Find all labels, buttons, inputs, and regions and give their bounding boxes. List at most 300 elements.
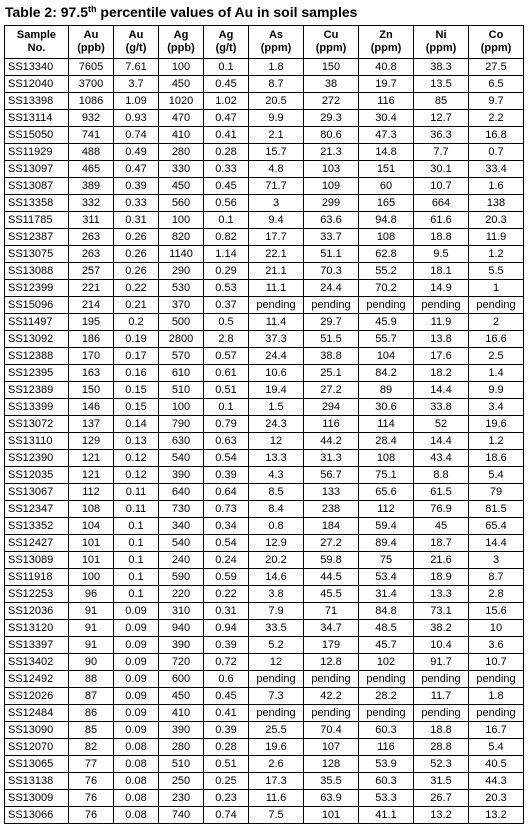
sample-id-cell: SS13087: [5, 178, 69, 195]
table-cell: 640: [159, 484, 204, 501]
table-cell: 11.1: [249, 280, 304, 297]
table-row: [5, 331, 524, 348]
table-cell: 7.3: [249, 688, 304, 705]
column-header-unit: (ppm): [260, 42, 292, 54]
table-row: [5, 76, 524, 93]
column-header-name: Au: [128, 29, 144, 41]
table-cell: pending: [469, 297, 524, 314]
table-cell: 22.1: [249, 246, 304, 263]
table-cell: 28.2: [359, 688, 414, 705]
sample-id-cell: SS13009: [5, 790, 69, 807]
table-cell: 9.5: [414, 246, 469, 263]
table-cell: 85: [414, 93, 469, 110]
table-cell: 290: [159, 263, 204, 280]
table-cell: 7.5: [249, 807, 304, 824]
column-header-name: Co: [488, 29, 504, 41]
table-row: [5, 620, 524, 637]
table-cell: 272: [304, 93, 359, 110]
table-cell: 0.22: [204, 586, 249, 603]
table-cell: 71.7: [249, 178, 304, 195]
table-cell: 0.09: [114, 620, 159, 637]
table-row: [5, 552, 524, 569]
table-cell: 630: [159, 433, 204, 450]
table-cell: 332: [69, 195, 114, 212]
table-cell: 0.26: [114, 229, 159, 246]
column-header-unit: (g/t): [125, 42, 147, 54]
column-header: [5, 26, 69, 59]
table-cell: 31.3: [304, 450, 359, 467]
column-header: [114, 26, 159, 59]
table-cell: 390: [159, 637, 204, 654]
table-cell: 107: [304, 739, 359, 756]
table-cell: 108: [359, 229, 414, 246]
table-cell: 179: [304, 637, 359, 654]
table-cell: 390: [159, 467, 204, 484]
sample-id-cell: SS13089: [5, 552, 69, 569]
table-row: [5, 144, 524, 161]
table-cell: 17.3: [249, 773, 304, 790]
table-cell: 65.6: [359, 484, 414, 501]
table-cell: 1140: [159, 246, 204, 263]
table-cell: 24.4: [249, 348, 304, 365]
table-cell: 89.4: [359, 535, 414, 552]
sample-id-cell: SS13397: [5, 637, 69, 654]
table-cell: 0.13: [114, 433, 159, 450]
table-cell: 45.7: [359, 637, 414, 654]
table-cell: 91.7: [414, 654, 469, 671]
table-cell: 116: [359, 93, 414, 110]
table-cell: 14.6: [249, 569, 304, 586]
table-cell: 10.6: [249, 365, 304, 382]
table-row: [5, 705, 524, 722]
table-cell: 3: [249, 195, 304, 212]
table-cell: 24.4: [304, 280, 359, 297]
sample-id-cell: SS12395: [5, 365, 69, 382]
table-cell: 0.22: [114, 280, 159, 297]
table-row: [5, 569, 524, 586]
table-cell: 0.6: [204, 671, 249, 688]
table-cell: 170: [69, 348, 114, 365]
table-cell: 0.45: [204, 76, 249, 93]
table-cell: 0.11: [114, 501, 159, 518]
table-cell: 0.25: [204, 773, 249, 790]
table-cell: 36.3: [414, 127, 469, 144]
table-cell: 13.8: [414, 331, 469, 348]
table-row: [5, 518, 524, 535]
table-cell: 79: [469, 484, 524, 501]
table-cell: 10.7: [414, 178, 469, 195]
table-cell: 3700: [69, 76, 114, 93]
table-cell: 1.2: [469, 433, 524, 450]
table-cell: 18.8: [414, 722, 469, 739]
table-cell: 5.2: [249, 637, 304, 654]
table-cell: 85: [69, 722, 114, 739]
table-row: [5, 59, 524, 76]
table-cell: 44.5: [304, 569, 359, 586]
table-cell: 410: [159, 127, 204, 144]
column-header-name: Cu: [323, 29, 339, 41]
table-cell: 0.1: [204, 399, 249, 416]
table-cell: 56.7: [304, 467, 359, 484]
table-row: [5, 739, 524, 756]
table-cell: 112: [359, 501, 414, 518]
table-cell: 2.2: [469, 110, 524, 127]
table-cell: 121: [69, 467, 114, 484]
sample-id-cell: SS12253: [5, 586, 69, 603]
table-cell: 8.4: [249, 501, 304, 518]
header-row: [5, 26, 524, 59]
sample-id-cell: SS15050: [5, 127, 69, 144]
table-cell: 90: [69, 654, 114, 671]
column-header-name: Ag: [173, 29, 189, 41]
table-title: [5, 3, 357, 21]
table-cell: 14.8: [359, 144, 414, 161]
table-cell: 13.5: [414, 76, 469, 93]
table-cell: 0.37: [204, 297, 249, 314]
table-cell: 25.1: [304, 365, 359, 382]
sample-id-cell: SS12390: [5, 450, 69, 467]
table-cell: 12: [249, 654, 304, 671]
column-header-name: Ag: [218, 29, 234, 41]
table-cell: 790: [159, 416, 204, 433]
table-cell: 0.09: [114, 705, 159, 722]
table-cell: 4.8: [249, 161, 304, 178]
table-cell: 450: [159, 688, 204, 705]
table-cell: 151: [359, 161, 414, 178]
table-cell: 15.7: [249, 144, 304, 161]
table-cell: 14.4: [469, 535, 524, 552]
table-cell: 82: [69, 739, 114, 756]
table-cell: 28.8: [414, 739, 469, 756]
table-cell: 5.5: [469, 263, 524, 280]
table-cell: 510: [159, 382, 204, 399]
table-row: [5, 314, 524, 331]
table-row: [5, 195, 524, 212]
sample-id-cell: SS13072: [5, 416, 69, 433]
table-cell: 3.7: [114, 76, 159, 93]
table-cell: 220: [159, 586, 204, 603]
table-row: [5, 399, 524, 416]
table-cell: 0.17: [114, 348, 159, 365]
table-cell: 137: [69, 416, 114, 433]
table-cell: 100: [69, 569, 114, 586]
table-cell: 0.45: [204, 178, 249, 195]
table-cell: 65.4: [469, 518, 524, 535]
table-cell: 0.39: [204, 467, 249, 484]
sample-id-cell: SS12388: [5, 348, 69, 365]
table-cell: 310: [159, 603, 204, 620]
table-cell: 221: [69, 280, 114, 297]
table-cell: 0.1: [114, 586, 159, 603]
table-cell: 570: [159, 348, 204, 365]
sample-id-cell: SS13090: [5, 722, 69, 739]
table-cell: 0.24: [204, 552, 249, 569]
column-header: [69, 26, 114, 59]
table-cell: 740: [159, 807, 204, 824]
sample-id-cell: SS13075: [5, 246, 69, 263]
table-cell: 84.2: [359, 365, 414, 382]
table-cell: 0.28: [204, 739, 249, 756]
table-row: [5, 654, 524, 671]
table-cell: 0.51: [204, 382, 249, 399]
table-cell: 0.09: [114, 688, 159, 705]
table-cell: 25.5: [249, 722, 304, 739]
table-cell: 51.1: [304, 246, 359, 263]
table-cell: 0.1: [204, 59, 249, 76]
table-row: [5, 365, 524, 382]
table-cell: 730: [159, 501, 204, 518]
table-row: [5, 212, 524, 229]
table-row: [5, 382, 524, 399]
table-cell: 33.5: [249, 620, 304, 637]
sample-id-cell: SS12347: [5, 501, 69, 518]
column-header: [249, 26, 304, 59]
sample-id-cell: SS13066: [5, 807, 69, 824]
table-cell: 21.3: [304, 144, 359, 161]
table-cell: 263: [69, 229, 114, 246]
table-cell: 35.5: [304, 773, 359, 790]
table-cell: 63.6: [304, 212, 359, 229]
table-row: [5, 637, 524, 654]
table-cell: pending: [304, 705, 359, 722]
table-cell: 40.5: [469, 756, 524, 773]
table-cell: 257: [69, 263, 114, 280]
table-cell: 370: [159, 297, 204, 314]
table-cell: 488: [69, 144, 114, 161]
table-cell: 12.8: [304, 654, 359, 671]
table-cell: 19.4: [249, 382, 304, 399]
table-cell: 77: [69, 756, 114, 773]
table-cell: 76.9: [414, 501, 469, 518]
sample-id-cell: SS12492: [5, 671, 69, 688]
table-cell: 0.47: [204, 110, 249, 127]
table-cell: 28.4: [359, 433, 414, 450]
table-cell: 560: [159, 195, 204, 212]
percentile-table: [4, 25, 524, 824]
table-title-prefix: Table 2: 97.5: [5, 4, 89, 20]
table-cell: 33.7: [304, 229, 359, 246]
column-header: [469, 26, 524, 59]
table-cell: 0.1: [114, 518, 159, 535]
table-row: [5, 280, 524, 297]
table-cell: 230: [159, 790, 204, 807]
table-cell: 1086: [69, 93, 114, 110]
table-cell: 100: [159, 212, 204, 229]
sample-id-cell: SS11785: [5, 212, 69, 229]
table-cell: 71: [304, 603, 359, 620]
table-cell: 17.6: [414, 348, 469, 365]
table-cell: 9.4: [249, 212, 304, 229]
table-cell: 1.14: [204, 246, 249, 263]
table-cell: 2.1: [249, 127, 304, 144]
table-cell: 16.8: [469, 127, 524, 144]
table-cell: 294: [304, 399, 359, 416]
table-cell: 163: [69, 365, 114, 382]
table-cell: 0.1: [114, 535, 159, 552]
table-cell: 14.9: [414, 280, 469, 297]
table-cell: 0.28: [204, 144, 249, 161]
table-cell: 280: [159, 739, 204, 756]
table-cell: 60.3: [359, 773, 414, 790]
table-cell: 0.54: [204, 535, 249, 552]
table-cell: 41.1: [359, 807, 414, 824]
table-cell: 18.2: [414, 365, 469, 382]
table-cell: 21.1: [249, 263, 304, 280]
table-cell: 88: [69, 671, 114, 688]
table-cell: 30.1: [414, 161, 469, 178]
table-cell: 3.4: [469, 399, 524, 416]
table-cell: 410: [159, 705, 204, 722]
sample-id-cell: SS12427: [5, 535, 69, 552]
table-cell: 720: [159, 654, 204, 671]
table-cell: 0.23: [204, 790, 249, 807]
table-cell: 3.8: [249, 586, 304, 603]
sample-id-cell: SS13067: [5, 484, 69, 501]
table-cell: 104: [69, 518, 114, 535]
column-header-name: Zn: [379, 29, 393, 41]
column-header-unit: (ppm): [370, 42, 402, 54]
table-cell: 63.9: [304, 790, 359, 807]
table-cell: 0.74: [204, 807, 249, 824]
table-cell: 45.9: [359, 314, 414, 331]
table-cell: 214: [69, 297, 114, 314]
table-cell: 0.33: [204, 161, 249, 178]
table-cell: 0.08: [114, 756, 159, 773]
table-cell: 27.2: [304, 535, 359, 552]
table-cell: 0.14: [114, 416, 159, 433]
sample-id-cell: SS12036: [5, 603, 69, 620]
table-row: [5, 535, 524, 552]
table-cell: 33.4: [469, 161, 524, 178]
table-cell: 18.6: [469, 450, 524, 467]
table-cell: 0.7: [469, 144, 524, 161]
sample-id-cell: SS15096: [5, 297, 69, 314]
table-cell: 13.3: [249, 450, 304, 467]
table-cell: 76: [69, 773, 114, 790]
table-cell: 52.3: [414, 756, 469, 773]
table-cell: 13.3: [414, 586, 469, 603]
table-cell: 0.94: [204, 620, 249, 637]
table-row: [5, 348, 524, 365]
table-cell: 450: [159, 178, 204, 195]
table-cell: 81.5: [469, 501, 524, 518]
table-cell: 8.5: [249, 484, 304, 501]
table-cell: 75.1: [359, 467, 414, 484]
table-cell: 86: [69, 705, 114, 722]
table-cell: 91: [69, 620, 114, 637]
table-cell: 540: [159, 535, 204, 552]
table-cell: 1.02: [204, 93, 249, 110]
table-cell: 3.6: [469, 637, 524, 654]
table-cell: 9.7: [469, 93, 524, 110]
table-cell: 940: [159, 620, 204, 637]
table-cell: 2800: [159, 331, 204, 348]
sample-id-cell: SS12389: [5, 382, 69, 399]
table-cell: 87: [69, 688, 114, 705]
table-cell: 390: [159, 722, 204, 739]
table-cell: 6.5: [469, 76, 524, 93]
table-cell: 1: [469, 280, 524, 297]
table-row: [5, 586, 524, 603]
table-cell: 38: [304, 76, 359, 93]
table-cell: 31.5: [414, 773, 469, 790]
table-cell: 20.3: [469, 212, 524, 229]
table-cell: 45: [414, 518, 469, 535]
table-cell: 0.74: [114, 127, 159, 144]
table-cell: 0.09: [114, 654, 159, 671]
table-cell: 108: [69, 501, 114, 518]
table-cell: 0.5: [204, 314, 249, 331]
table-cell: 590: [159, 569, 204, 586]
table-cell: 101: [69, 535, 114, 552]
table-cell: 17.7: [249, 229, 304, 246]
table-cell: 61.5: [414, 484, 469, 501]
table-row: [5, 467, 524, 484]
table-cell: 0.72: [204, 654, 249, 671]
table-cell: 18.7: [414, 535, 469, 552]
table-cell: 11.4: [249, 314, 304, 331]
table-cell: 20.3: [469, 790, 524, 807]
table-cell: pending: [414, 297, 469, 314]
table-cell: 18.8: [414, 229, 469, 246]
table-cell: 1.8: [469, 688, 524, 705]
table-cell: 76: [69, 790, 114, 807]
table-cell: 128: [304, 756, 359, 773]
table-cell: 11.6: [249, 790, 304, 807]
table-cell: 80.6: [304, 127, 359, 144]
table-cell: 20.5: [249, 93, 304, 110]
sample-id-cell: SS12484: [5, 705, 69, 722]
table-cell: 14.4: [414, 382, 469, 399]
table-cell: 0.08: [114, 739, 159, 756]
sample-id-cell: SS13340: [5, 59, 69, 76]
table-cell: 1.4: [469, 365, 524, 382]
table-row: [5, 484, 524, 501]
table-cell: 13.2: [469, 807, 524, 824]
table-row: [5, 501, 524, 518]
table-cell: 150: [69, 382, 114, 399]
table-cell: 5.4: [469, 739, 524, 756]
column-header: [204, 26, 249, 59]
table-cell: 530: [159, 280, 204, 297]
table-cell: 0.08: [114, 807, 159, 824]
table-cell: 0.39: [114, 178, 159, 195]
table-cell: 0.09: [114, 637, 159, 654]
table-row: [5, 671, 524, 688]
table-cell: 29.3: [304, 110, 359, 127]
column-header-unit: (g/t): [215, 42, 237, 54]
table-cell: 0.56: [204, 195, 249, 212]
table-cell: 0.29: [204, 263, 249, 280]
table-row: [5, 263, 524, 280]
table-cell: pending: [414, 705, 469, 722]
sample-id-cell: SS12070: [5, 739, 69, 756]
table-cell: 70.2: [359, 280, 414, 297]
table-cell: 470: [159, 110, 204, 127]
table-cell: 600: [159, 671, 204, 688]
table-cell: 0.19: [114, 331, 159, 348]
table-cell: 47.3: [359, 127, 414, 144]
table-cell: 0.45: [204, 688, 249, 705]
table-cell: 741: [69, 127, 114, 144]
table-cell: 53.4: [359, 569, 414, 586]
table-cell: 0.11: [114, 484, 159, 501]
table-cell: 55.7: [359, 331, 414, 348]
table-cell: 0.93: [114, 110, 159, 127]
table-cell: 108: [359, 450, 414, 467]
column-header-name: Au: [83, 29, 99, 41]
table-cell: 12.9: [249, 535, 304, 552]
